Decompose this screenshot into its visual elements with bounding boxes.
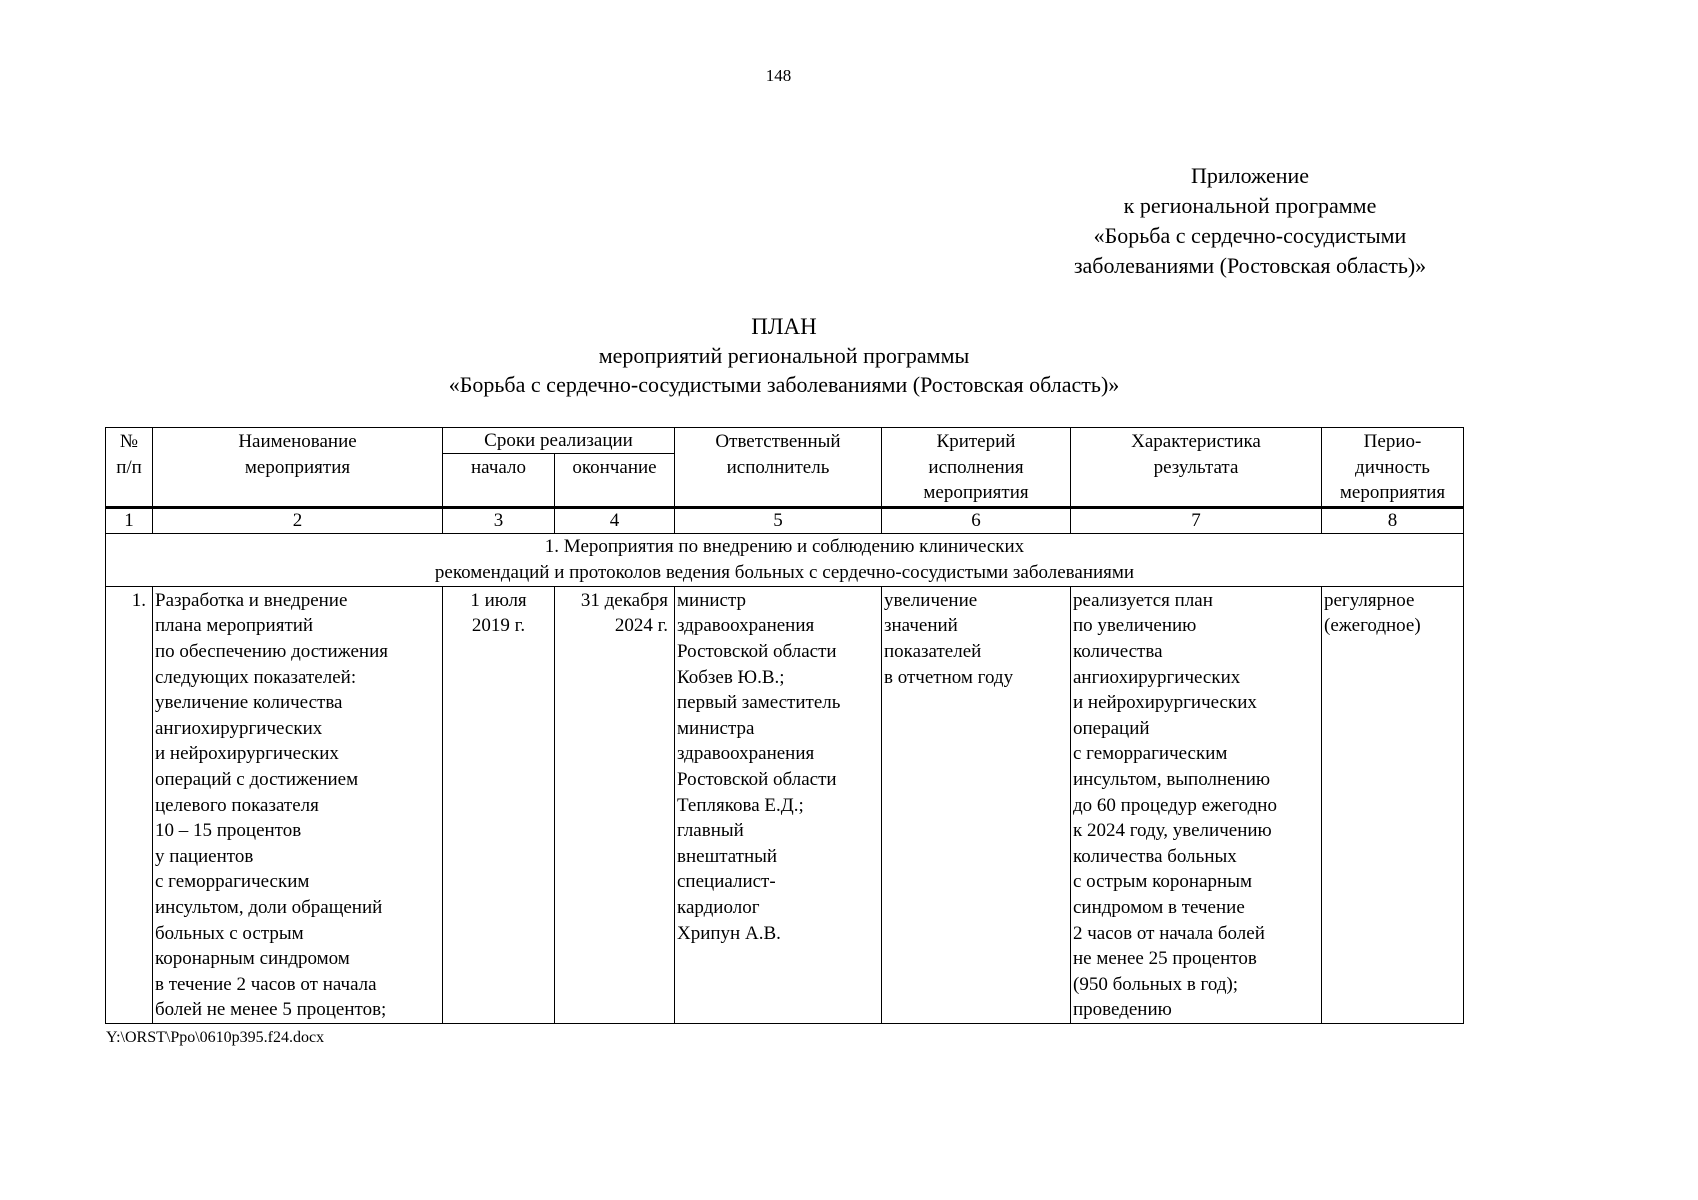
cell-line: министр <box>677 589 746 611</box>
appendix-line: Приложение <box>1190 163 1310 188</box>
header-num: № п/п <box>106 428 153 508</box>
appendix-line: к региональной программе <box>1123 193 1377 218</box>
column-number: 3 <box>443 507 555 533</box>
cell-line: болей не менее 5 процентов; <box>155 999 387 1021</box>
header-result: Характеристика результата <box>1071 428 1322 508</box>
header-row <box>106 428 1464 454</box>
cell-line: и нейрохирургических <box>1073 692 1257 714</box>
cell-line: 10 – 15 процентов <box>155 820 302 842</box>
row-end <box>555 586 675 1023</box>
cell-line: в течение 2 часов от начала <box>155 973 377 995</box>
cell-line: Ростовской области <box>677 640 837 662</box>
cell-line: Хрипун А.В. <box>677 922 781 944</box>
row-result <box>1071 586 1322 1023</box>
cell-line: ангиохирургических <box>155 717 323 739</box>
plan-title-block <box>0 312 1568 399</box>
cell-line: плана мероприятий <box>155 615 314 637</box>
appendix-note <box>1030 161 1470 281</box>
column-number: 5 <box>675 507 882 533</box>
row-name <box>153 586 443 1023</box>
cell-line: (950 больных в год); <box>1073 973 1239 995</box>
appendix-line: заболеваниями (Ростовская область)» <box>1073 253 1427 278</box>
cell-line: регулярное <box>1324 589 1415 611</box>
cell-line: операций <box>1073 717 1150 739</box>
plan-title: ПЛАН <box>751 314 817 339</box>
appendix-line: «Борьба с сердечно-сосудистыми <box>1093 223 1407 248</box>
cell-line: по обеспечению достижения <box>155 640 389 662</box>
plan-table <box>105 427 1464 1024</box>
cell-line: следующих показателей: <box>155 666 357 688</box>
header-terms: Сроки реализации <box>443 428 675 454</box>
column-numbers-row <box>106 507 1464 533</box>
cell-line: инсультом, доли обращений <box>155 896 383 918</box>
cell-line: с острым коронарным <box>1073 871 1252 893</box>
row-start <box>443 586 555 1023</box>
cell-line: и нейрохирургических <box>155 743 339 765</box>
cell-line: увеличение количества <box>155 692 343 714</box>
cell-line: 2019 г. <box>471 615 526 637</box>
cell-line: целевого показателя <box>155 794 319 816</box>
cell-line: с геморрагическим <box>155 871 310 893</box>
cell-line: синдромом в течение <box>1073 896 1245 918</box>
cell-line: 2 часов от начала болей <box>1073 922 1265 944</box>
cell-line: к 2024 году, увеличению <box>1073 820 1272 842</box>
column-number: 7 <box>1071 507 1322 533</box>
cell-line: количества больных <box>1073 845 1237 867</box>
cell-line: больных с острым <box>155 922 304 944</box>
cell-line: 2024 г. <box>614 615 668 637</box>
cell-line: внештатный <box>677 845 778 867</box>
column-number: 2 <box>153 507 443 533</box>
cell-line: увеличение <box>884 589 978 611</box>
cell-line: министра <box>677 717 755 739</box>
header-periodicity: Перио- дичность мероприятия <box>1322 428 1464 508</box>
cell-line: у пациентов <box>155 845 254 867</box>
cell-line: показателей <box>884 640 982 662</box>
cell-line: количества <box>1073 640 1163 662</box>
header-end: окончание <box>555 454 675 508</box>
cell-line: Кобзев Ю.В.; <box>677 666 785 688</box>
cell-line: коронарным синдромом <box>155 948 350 970</box>
cell-line: значений <box>884 615 958 637</box>
column-number: 8 <box>1322 507 1464 533</box>
section-row <box>106 533 1464 586</box>
cell-line: ангиохирургических <box>1073 666 1241 688</box>
cell-line: главный <box>677 820 744 842</box>
cell-line: по увеличению <box>1073 615 1197 637</box>
cell-line: специалист- <box>677 871 776 893</box>
row-periodicity <box>1322 586 1464 1023</box>
plan-subtitle-line: «Борьба с сердечно-сосудистыми заболеваниями (Ростовская область)» <box>448 372 1120 397</box>
cell-line: до 60 процедур ежегодно <box>1073 794 1277 816</box>
cell-line: Ростовской области <box>677 768 837 790</box>
cell-line: здравоохранения <box>677 743 815 765</box>
column-number: 4 <box>555 507 675 533</box>
cell-line: инсультом, выполнению <box>1073 768 1271 790</box>
cell-line: первый заместитель <box>677 692 841 714</box>
header-name: Наименование мероприятия <box>153 428 443 508</box>
row-criterion <box>882 586 1071 1023</box>
cell-line: не менее 25 процентов <box>1073 948 1257 970</box>
page-number: 148 <box>765 66 792 85</box>
cell-line: с геморрагическим <box>1073 743 1228 765</box>
plan-subtitle-line: мероприятий региональной программы <box>598 343 970 368</box>
table-row <box>106 586 1464 1023</box>
cell-line: 31 декабря <box>580 589 668 611</box>
column-number: 6 <box>882 507 1071 533</box>
header-start: начало <box>443 454 555 508</box>
cell-line: кардиолог <box>677 896 760 918</box>
column-number: 1 <box>106 507 153 533</box>
header-criterion: Критерий исполнения мероприятия <box>882 428 1071 508</box>
cell-line: в отчетном году <box>884 666 1014 688</box>
cell-line: проведению <box>1073 999 1172 1021</box>
cell-line: (ежегодное) <box>1324 615 1421 637</box>
cell-line: операций с достижением <box>155 768 359 790</box>
cell-line: 1 июля <box>470 589 527 611</box>
cell-line: Теплякова Е.Д.; <box>677 794 804 816</box>
row-responsible <box>675 586 882 1023</box>
cell-line: здравоохранения <box>677 615 815 637</box>
cell-line: Разработка и внедрение <box>155 589 348 611</box>
header-responsible: Ответственный исполнитель <box>675 428 882 508</box>
row-num: 1. <box>106 586 153 1023</box>
cell-line: реализуется план <box>1073 589 1213 611</box>
section-heading: 1. Мероприятия по внедрению и соблюдению клинических рекомендаций и протоколов ведения больных с сердечно-сосудистыми заболеваниями <box>106 533 1464 586</box>
file-path-footer: Y:\ORST\Ppo\0610p395.f24.docx <box>106 1029 325 1046</box>
